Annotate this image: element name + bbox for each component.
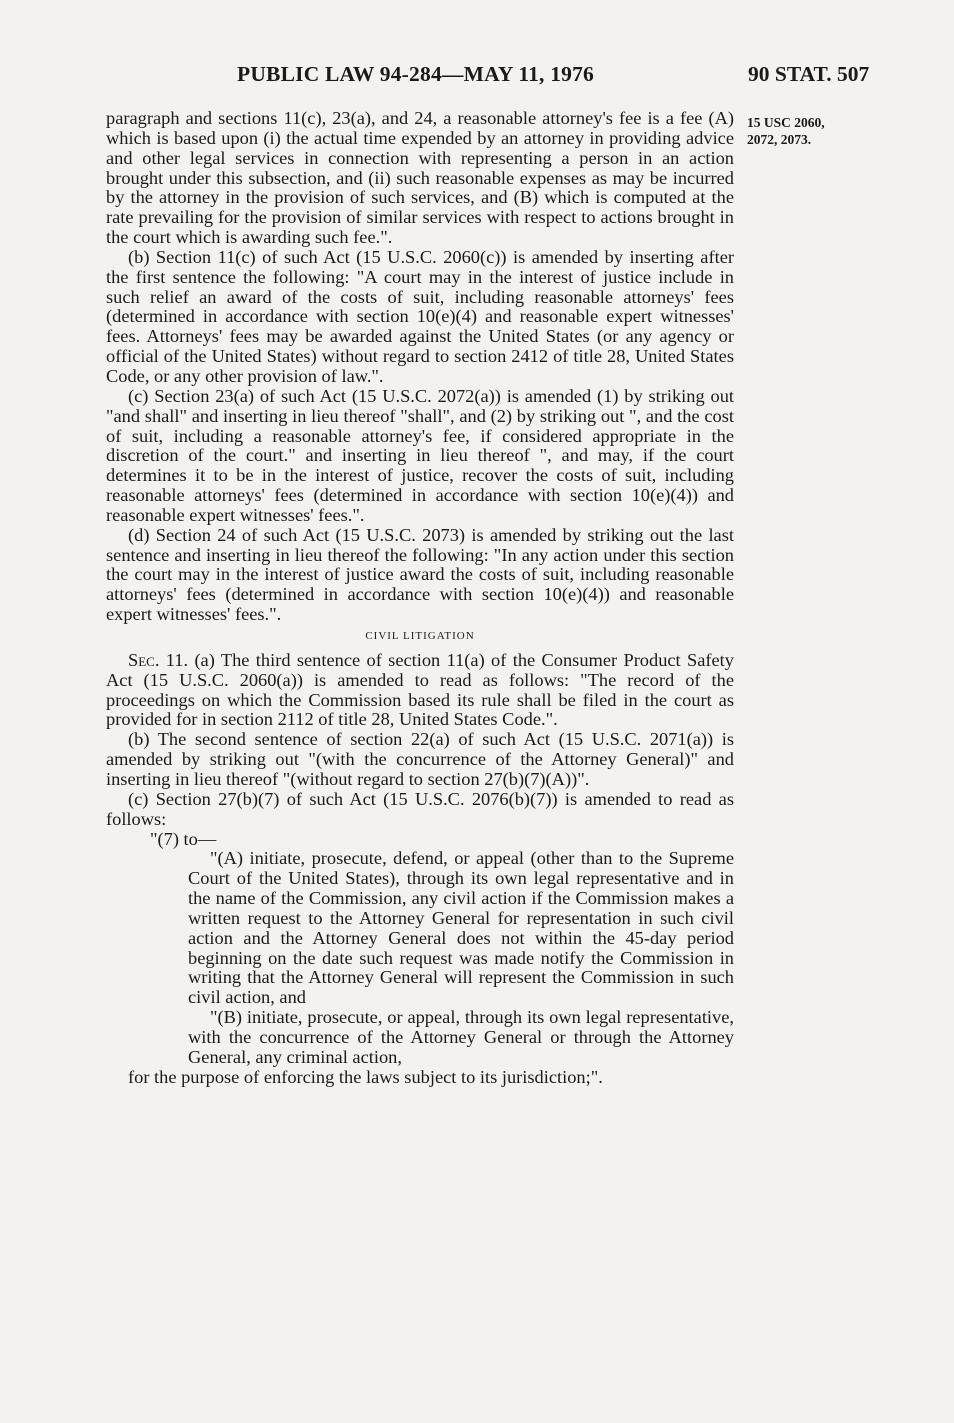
section-11-a <box>106 651 734 730</box>
section-11-c: (c) Section 27(b)(7) of such Act (15 U.S.C. 2076(b)(7)) is amended to read as follows: <box>106 788 734 829</box>
running-title: PUBLIC LAW 94-284—MAY 11, 1976 <box>237 62 595 86</box>
closing-clause: for the purpose of enforcing the laws subject to its jurisdiction;". <box>128 1066 603 1087</box>
statute-body <box>106 109 734 1088</box>
margin-citation-line-2: 2072, 2073. <box>747 132 812 147</box>
subparagraph-b: "(B) initiate, prosecute, or appeal, through its own legal representative, with the concurrence of the Attorney General or through the Attorney General, any criminal action, <box>188 1007 734 1067</box>
subsection-7-intro: "(7) to— <box>150 828 217 849</box>
section-heading: CIVIL LITIGATION <box>365 629 475 642</box>
subparagraph-a: "(A) initiate, prosecute, defend, or appeal (other than to the Supreme Court of the United States), through its own legal representative and in the name of the Commission, any civil action if the Commission makes a written request to the Attorney General for representation in such civil action and the Attorney General does not within the 45-day period beginning on the date such request was made notify the Commission in writing that the Attorney General will represent the Commission in such civil action, and <box>188 848 734 1008</box>
page-header <box>0 62 954 90</box>
paragraph-d: (d) Section 24 of such Act (15 U.S.C. 2073) is amended by striking out the last sentence and inserting in lieu thereof the following: "In any action under this section the court may in the interest of justice award the costs of suit, including reasonable attorneys' fees (determined in accordance with section 10(e)(4)) and reasonable expert witnesses' fees.". <box>106 524 734 625</box>
section-label: Sec. 11. <box>128 649 189 670</box>
margin-citation-line-1: 15 USC 2060, <box>747 115 825 130</box>
margin-citation <box>747 114 887 148</box>
section-11-b: (b) The second sentence of section 22(a) of such Act (15 U.S.C. 2071(a)) is amended by striking out "(with the concurrence of the Attorney General)" and inserting in lieu thereof "(without regard to section 27(b)(7)(A))". <box>106 729 734 789</box>
paragraph-continuation: paragraph and sections 11(c), 23(a), and 24, a reasonable attorney's fee is a fee (A) which is based upon (i) the actual time expended by an attorney in providing advice and other legal services in connection with representing a person in an action brought under this subsection, and (ii) such reasonable expenses as may be incurred by the attorney in the provision of such services, and (B) which is computed at the rate prevailing for the provision of similar services with respect to actions brought in the court which is awarding such fee.". <box>106 108 734 248</box>
section-11-a-text: (a) The third sentence of section 11(a) of the Consumer Product Safety Act (15 U.S.C. 2060(a)) is amended to read as follows: "The record of the proceedings on which the Commission based its rule shall be filed in the court as provided for in section 2112 of title 28, United States Code.". <box>106 649 734 730</box>
paragraph-c: (c) Section 23(a) of such Act (15 U.S.C. 2072(a)) is amended (1) by striking out "and shall" and inserting in lieu thereof "shall", and (2) by striking out ", and the cost of suit, including a reasonable attorney's fee, if considered appropriate in the discretion of the court." and inserting in lieu thereof ", and may, if the court determines it to be in the interest of justice, recover the costs of suit, including reasonable attorneys' fees (determined in accordance with section 10(e)(4)) and reasonable expert witnesses' fees.". <box>106 385 734 525</box>
statute-page-number: 90 STAT. 507 <box>748 62 870 86</box>
paragraph-b: (b) Section 11(c) of such Act (15 U.S.C. 2060(c)) is amended by inserting after the first sentence the following: "A court may in the interest of justice include in such relief an award of the costs of suit, including reasonable attorneys' fees (determined in accordance with section 10(e)(4) and reasonable expert witnesses' fees. Attorneys' fees may be awarded against the United States (or any agency or official of the United States) without regard to section 2412 of title 28, United States Code, or any other provision of law.". <box>106 246 734 386</box>
